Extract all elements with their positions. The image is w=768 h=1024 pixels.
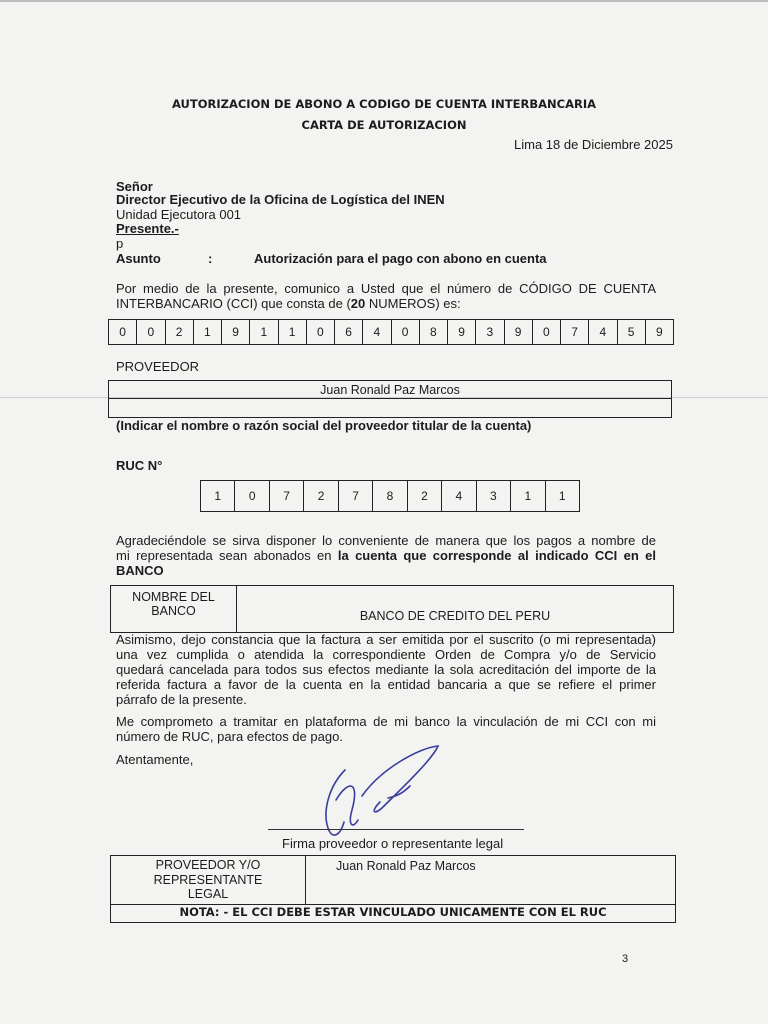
document-subtitle: CARTA DE AUTORIZACION [301,118,467,132]
ruc-digit: 7 [339,481,373,511]
page-number: 3 [622,953,629,965]
thanks-line-3: BANCO [116,563,164,578]
compromiso-line: número de RUC, para efectos de pago. [116,729,343,744]
cci-digit: 9 [505,320,533,344]
ruc-digit: 1 [201,481,235,511]
thanks-line-2 [116,548,656,563]
asimismo-line: quedará cancelada para todos sus efectos mediante la sola acreditación del importe de la [116,662,656,677]
asimismo-line: referida factura a favor de la cuenta en la entidad bancaria a que se refiere el primer [116,677,656,692]
cci-digit: 0 [533,320,561,344]
intro-line-1: Por medio de la presente, comunico a Usted que el número de CÓDIGO DE CUENTA [116,281,656,296]
thanks-line-1: Agradeciéndole se sirva disponer lo conveniente de manera que los pagos a nombre de [116,533,656,548]
ruc-digit: 7 [270,481,304,511]
cci-digit: 7 [561,320,589,344]
cci-digit: 5 [618,320,646,344]
cci-digit: 0 [109,320,137,344]
ruc-digit: 2 [408,481,442,511]
provider-name: Juan Ronald Paz Marcos [320,383,460,397]
cci-digit: 9 [448,320,476,344]
provider-note: (Indicar el nombre o razón social del proveedor titular de la cuenta) [116,418,532,433]
subject-text: Autorización para el pago con abono en cuenta [254,251,547,266]
cci-digit: 0 [137,320,165,344]
asimismo-line: párrafo de la presente. [116,692,247,707]
stray-mark: p [116,236,124,251]
cci-digit: 2 [166,320,194,344]
ruc-digit: 1 [558,489,566,503]
cci-digit: 1 [250,320,278,344]
cci-digit: 0 [307,320,335,344]
representative-label-line-2: REPRESENTANTE [153,872,263,887]
presente-label: Presente.- [116,221,179,236]
ruc-digit: 2 [304,481,338,511]
thanks-line-2-start: mi representada sean abonados en [116,548,338,563]
cci-digit: 9 [656,325,663,339]
thanks-line-2-bold: la cuenta que corresponde al indicado CCI en el [337,548,656,563]
intro-line-2-start: INTERBANCARIO (CCI) que consta de ( [116,296,351,311]
representative-label-line-1: PROVEEDOR Y/O [155,858,261,872]
ruc-digit: 3 [477,481,511,511]
cci-digit: 8 [420,320,448,344]
representative-table [110,855,676,923]
provider-name-box [108,380,672,418]
cci-digit-boxes [108,319,674,345]
intro-digit-count: 20 [350,296,366,311]
cci-digit: 1 [194,320,222,344]
asimismo-line: Asimismo, dejo constancia que la factura a ser emitida por el suscrito (o mi representada) [116,632,656,647]
provider-box-divider [109,398,671,399]
recipient-position: Director Ejecutivo de la Oficina de Logística del INEN [116,192,445,207]
document-title: AUTORIZACION DE ABONO A CODIGO DE CUENTA INTERBANCARIA [171,97,597,111]
bank-table [110,585,674,633]
bank-label [111,590,236,618]
ruc-digit-boxes [200,480,580,512]
bank-name: BANCO DE CREDITO DEL PERU [359,609,551,623]
cci-digit: 1 [279,320,307,344]
representative-label [111,858,305,902]
cci-digit: 4 [363,320,391,344]
intro-line-2 [116,296,656,311]
intro-line-2-end: NUMEROS) es: [365,296,461,311]
representative-label-line-3: LEGAL [187,887,229,901]
subject-colon: : [208,251,213,266]
cci-digit: 6 [335,320,363,344]
intro-paragraph [116,281,656,311]
representative-name: Juan Ronald Paz Marcos [336,859,476,873]
cci-digit: 9 [222,320,250,344]
bank-label-line-2: BANCO [151,604,196,618]
ruc-digit: 0 [235,481,269,511]
bank-label-line-1: NOMBRE DEL [132,590,215,604]
asimismo-line: una vez cumplida o atendida la correspondiente Orden de Compra y/o de Servicio [116,647,656,662]
cci-digit: 0 [392,320,420,344]
ruc-label: RUC N° [116,458,163,473]
thanks-paragraph [116,533,656,578]
document-date: Lima 18 de Diciembre 2025 [514,137,673,152]
provider-label: PROVEEDOR [116,359,200,374]
scan-top-edge [0,0,768,2]
cci-digit: 3 [476,320,504,344]
representative-table-divider [305,856,306,904]
compromiso-line: Me comprometo a tramitar en plataforma de mi banco la vinculación de mi CCI con mi [116,714,656,729]
salutation: Señor [116,179,153,194]
subject-label: Asunto [116,251,161,266]
asimismo-paragraph [116,632,656,707]
ruc-digit: 8 [373,481,407,511]
signature-caption: Firma proveedor o representante legal [282,836,504,851]
cci-digit: 4 [589,320,617,344]
signature-line [268,829,524,830]
closing-text: Atentamente, [116,752,194,767]
cci-note: NOTA: - EL CCI DEBE ESTAR VINCULADO UNICAMENTE CON EL RUC [179,905,607,919]
handwritten-signature [300,740,450,850]
recipient-unit: Unidad Ejecutora 001 [116,207,242,222]
ruc-digit: 1 [511,481,545,511]
ruc-digit: 4 [442,481,476,511]
